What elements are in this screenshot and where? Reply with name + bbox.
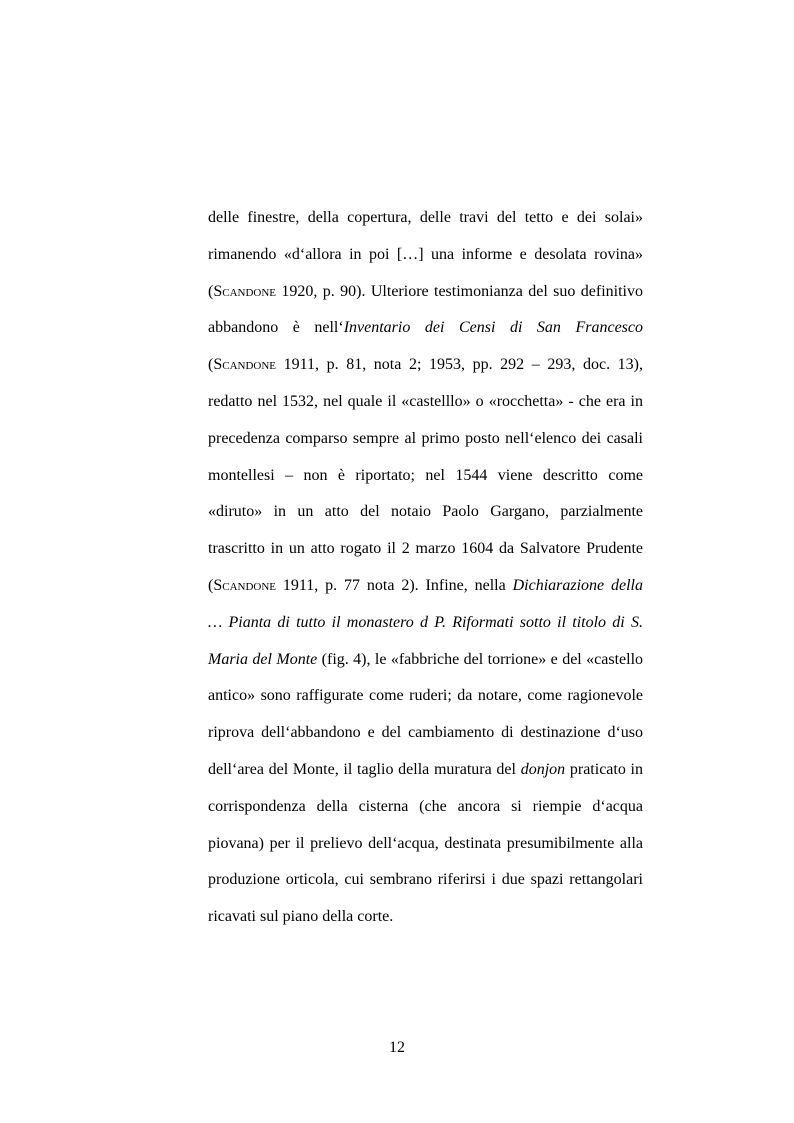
author-citation: Scandone	[213, 356, 277, 374]
text-run: (	[208, 576, 214, 594]
text-line	[208, 458, 643, 495]
text-line	[208, 347, 643, 384]
text-line	[208, 789, 643, 826]
text-line	[208, 862, 643, 899]
text-line	[208, 531, 643, 568]
text-line	[208, 274, 643, 311]
text-line	[208, 826, 643, 863]
text-run: 1920, p. 90). Ulteriore testimonianza del suo definitivo	[276, 282, 643, 300]
body-text	[208, 200, 643, 936]
text-run: praticato in	[565, 760, 643, 778]
text-line	[208, 421, 643, 458]
author-citation: Scandone	[213, 576, 277, 594]
text-run: rimanendo «d‘allora in poi […] una informe e desolata rovina»	[208, 245, 643, 263]
text-run: corrispondenza della cisterna (che ancora si riempie d‘acqua	[208, 797, 643, 815]
text-line	[208, 237, 643, 274]
text-run: produzione orticola, cui sembrano riferirsi i due spazi rettangolari	[208, 871, 643, 889]
text-run: «diruto» in un atto del notaio Paolo Gargano, parzialmente	[208, 503, 643, 521]
text-run: precedenza comparso sempre al primo posto nell‘elenco dei casali	[208, 429, 643, 447]
text-run: piovana) per il prelievo dell‘acqua, destinata presumibilmente alla	[208, 834, 643, 852]
italic-title: Dichiarazione della	[512, 576, 644, 594]
page-number: 12	[389, 1039, 405, 1056]
text-run: ricavati sul piano della corte.	[208, 908, 394, 926]
text-run: antico» sono raffigurate come ruderi; da notare, come ragionevole	[208, 687, 643, 705]
text-line	[208, 494, 643, 531]
italic-title: … Pianta di tutto il monastero d P. Riformati sotto il titolo di S.	[208, 613, 643, 631]
text-run: (	[208, 356, 214, 374]
text-line	[208, 310, 643, 347]
text-run: trascritto in un atto rogato il 2 marzo 1604 da Salvatore Prudente	[208, 540, 643, 558]
text-line	[208, 752, 643, 789]
text-line	[208, 605, 643, 642]
italic-title: donjon	[520, 760, 566, 778]
text-run: (fig. 4), le «fabbriche del torrione» e del «castello	[317, 650, 644, 668]
text-run: redatto nel 1532, nel quale il «castelllo» o «rocchetta» - che era in	[208, 392, 643, 410]
text-run: montellesi – non è riportato; nel 1544 viene descritto come	[208, 466, 643, 484]
text-line	[208, 200, 643, 237]
italic-title: Inventario dei Censi di San Francesco	[343, 319, 643, 337]
text-line	[208, 642, 643, 679]
text-line	[208, 715, 643, 752]
text-run: abbandono è nell‘	[208, 319, 344, 337]
text-run: dell‘area del Monte, il taglio della muratura del	[208, 760, 521, 778]
text-run: 1911, p. 81, nota 2; 1953, pp. 292 – 293, doc. 13),	[276, 356, 643, 374]
italic-title: Maria del Monte	[208, 650, 318, 668]
text-run: 1911, p. 77 nota 2). Infine, nella	[276, 576, 513, 594]
text-line	[208, 678, 643, 715]
text-line	[208, 899, 643, 936]
text-line	[208, 384, 643, 421]
text-run: riprova dell‘abbandono e del cambiamento di destinazione d‘uso	[208, 724, 643, 742]
author-citation: Scandone	[213, 282, 277, 300]
text-line	[208, 568, 643, 605]
text-run: delle finestre, della copertura, delle travi del tetto e dei solai»	[208, 209, 643, 226]
text-run: (	[208, 282, 214, 300]
